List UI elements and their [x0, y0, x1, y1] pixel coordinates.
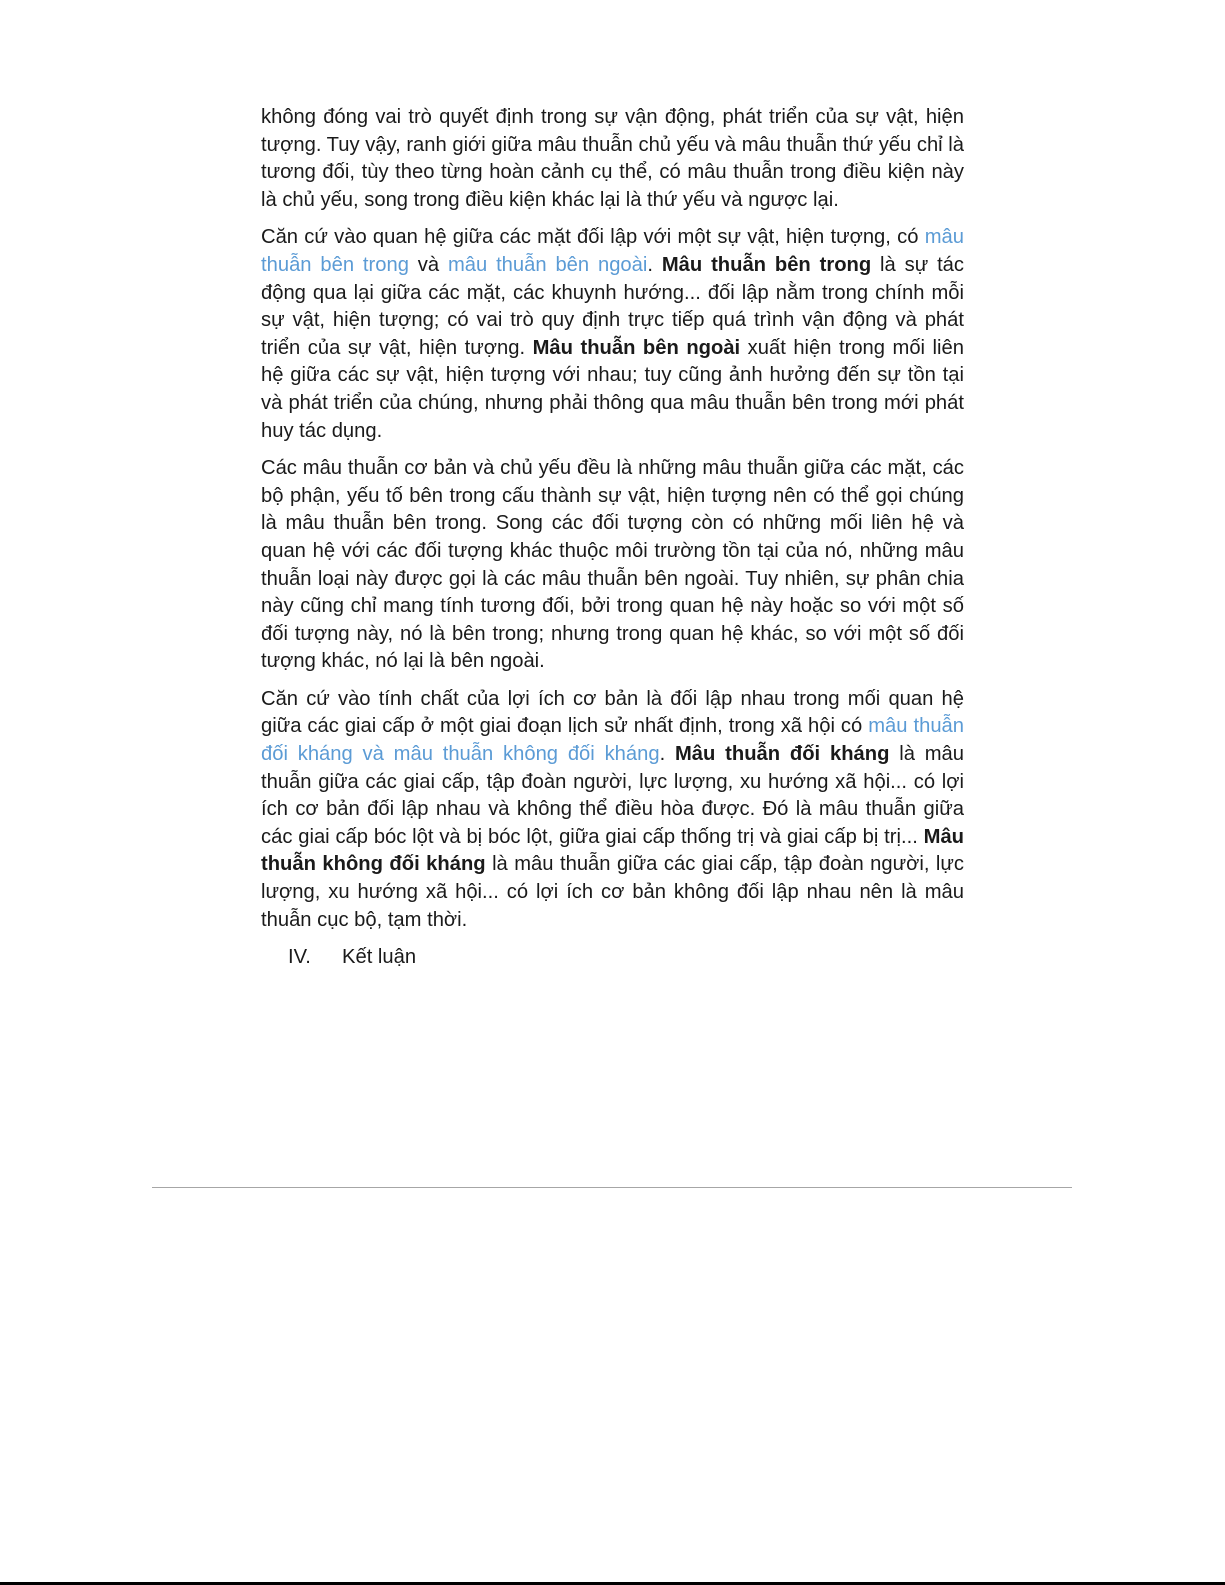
paragraph-text: là mâu thuẫn giữa các giai cấp, tập đoàn người, lực lượng, xu hướng xã hội... có lợi ích cơ bản không đối lập nhau nên là mâu thuẫn cục bộ, tạm thời. [261, 853, 965, 931]
term-antagonistic-contradiction: Mâu thuẫn đối kháng [674, 743, 890, 766]
link-external-contradiction[interactable]: mâu thuẫn bên ngoài [447, 253, 648, 276]
paragraph-basic-principal: Các mâu thuẫn cơ bản và chủ yếu đều là những mâu thuẫn giữa các mặt, các bộ phận, yếu tố bên trong cấu thành sự vật, hiện tượng nên có thể gọi chúng là mâu thuẫn bên trong. Song các đối tượng còn có những mối liên hệ và quan hệ với các đối tượng khác thuộc môi trường tồn tại của nó, những mâu thuẫn loại này được gọi là các mâu thuẫn bên ngoài. Tuy nhiên, sự phân chia này cũng chỉ mang tính tương đối, bởi trong quan hệ này hoặc so với một số đối tượng này, nó là bên trong; nhưng trong quan hệ khác, so với một số đối tượng khác, nó lại là bên ngoài. [261, 457, 964, 673]
footer-divider [152, 1187, 1072, 1188]
section-number: IV. [288, 946, 311, 969]
paragraph-text: và [408, 253, 448, 276]
paragraph-antagonistic [261, 686, 964, 934]
paragraph-text: Căn cứ vào quan hệ giữa các mặt đối lập với một sự vật, hiện tượng, có [261, 226, 925, 249]
paragraph-text: là mâu thuẫn giữa các giai cấp, tập đoàn người, lực lượng, xu hướng xã hội... có lợi ích cơ bản đối lập nhau và không thể điều hòa được. Đó là mâu thuẫn giữa các giai cấp bóc lột và bị bóc lột, giữa giai cấp thống trị và giai cấp bị trị... [261, 743, 964, 848]
section-heading-conclusion [288, 944, 964, 972]
paragraph-principal-secondary: không đóng vai trò quyết định trong sự vận động, phát triển của sự vật, hiện tượng. Tuy vậy, ranh giới giữa mâu thuẫn chủ yếu và mâu thuẫn thứ yếu chỉ là tương đối, tùy theo từng hoàn cảnh cụ thể, có mâu thuẫn trong điều kiện này là chủ yếu, song trong điều kiện khác lại là thứ yếu và ngược lại. [261, 106, 964, 211]
term-external-contradiction: Mâu thuẫn bên ngoài [532, 336, 741, 359]
term-internal-contradiction: Mâu thuẫn bên trong [661, 253, 872, 276]
paragraph-internal-external [261, 224, 964, 445]
paragraph-text: Căn cứ vào tính chất của lợi ích cơ bản là đối lập nhau trong mối quan hệ giữa các giai cấp ở một giai đoạn lịch sử nhất định, trong xã hội có [261, 687, 964, 738]
paragraph-text: . [659, 743, 675, 766]
link-internal-contradiction[interactable]: mâu thuẫn bên trong [261, 226, 964, 276]
section-title: Kết luận [342, 946, 417, 969]
term-non-antagonistic-contradiction: Mâu thuẫn không đối kháng [261, 825, 964, 876]
paragraph-text: là sự tác động qua lại giữa các mặt, các khuynh hướng... đối lập nằm trong chính mỗi sự vật, hiện tượng; có vai trò quy định trực tiếp quá trình vận động và phát triển của sự vật, hiện tượng. [261, 253, 964, 359]
page-body [261, 104, 964, 972]
link-antagonistic-contradiction[interactable]: mâu thuẫn đối kháng và mâu thuẫn không đối kháng [261, 715, 964, 766]
paragraph-text: xuất hiện trong mối liên hệ giữa các sự vật, hiện tượng với nhau; tuy cũng ảnh hưởng đến sự tồn tại và phát triển của chúng, nhưng phải thông qua mâu thuẫn bên trong mới phát huy tác dụng. [261, 336, 964, 442]
paragraph-text: . [647, 253, 662, 276]
